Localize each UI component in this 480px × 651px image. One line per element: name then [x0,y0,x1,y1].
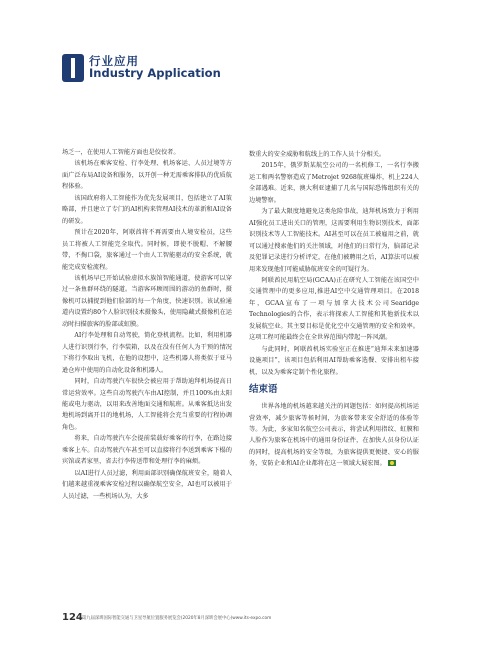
paragraph: 阿联酋民用航空局(GCAA)正在研究人工智能在该国空中交通管理中的更多应用,推进AI空中交通管理项目。在2018年，GCAA宣布了一项与加拿大技术公司Searidge Technologies的合作，表示将探索人工智能和其他新技术以发展航空业。其主要目标是优化空中交通管理的安全和效率。这项工程可能最终会在全世界范围内带起一阵风潮。 [249,276,419,342]
paragraph: 该机场在乘客安检、行李处理、机场客运、人员过境等方面广泛布局AI设备和服务，以开创一种无需乘客排队的优质航程体验。 [62,160,232,191]
conclusion-text: 世界各地的机场越来越关注的问题包括：如何提高机场运营效率，减少旅客等候时间，为旅客带来安全舒适的体验等等。为此，多家知名航空公司表示，将尝试利用指纹、虹膜和人脸作为旅客在机场中的通用身份证件，在加快人员身份认证的同时，提高机场的安全等级，为旅客提供更便捷、安心的服务，安防企业和AI企业都将在这一领域大展宏图。 [249,403,419,468]
paragraph: 数重大的安全威胁和航线上的工作人员十分相关。 [249,151,386,158]
paragraph: 为了最大限度地避免这类危险事故，迪拜机场致力于利用AI强化员工进出关口的管理，这需要利用生物识别技术，面部识别技术等人工智能技术。AI甚至可以在员工被雇用之前，就可以通过搜索他们的关注领域，对他们的日常行为，脑部记录及犯罪记录进行分析评定，在他们被聘用之后，AI算法可以被用来发现他们可能威胁航班安全的可疑行为。 [249,208,419,273]
section-badge-icon [62,54,84,82]
paragraph: 与此同时，阿联酋机场实验室正在推进“迪拜未来加速器设施项目”，该项目包括利用AI帮助乘客选餐、安排出租车接机，以及为乘客定制个性化旅程。 [249,345,419,376]
paragraph: 同时，自动驾驶汽车很快会被应用于帮助迪拜机场提高日常运营效率。这些自动驾驶汽车由AI控制，并且100%由太阳能或电力驱动，以用来改善地面交通和航班。从乘客抵达出发地机场到离开目的地机场，人工智能将会充当重要的行程协调角色。 [62,378,232,431]
paragraph: 将来，自动驾驶汽车会提前装载好乘客的行李，在路边接乘客上车。自动驾驶汽车甚至可以直接将行李送到乘客下榻的宾馆或者家里，省去行李传送带和处理行李的麻烦。 [62,435,232,466]
paragraph: 以AI进行人员过滤，利用面部识别确保航班安全，随着人们越来越重视乘客安检过程以确保航空安全，AI也可以被用于人员过滤，一些机场认为，大多 [62,469,232,500]
right-column [249,149,419,470]
article-end-icon [388,460,396,466]
footer-text: 第九届深圳国际智能交通与卫星导航位置服务展览会(2020年8月深圳会展中心)www.its-expo.com [82,616,272,621]
paragraph: 该国政府将人工智能作为优先发展项目，包括建立了AI策略部，并且建立了专门的AI机构来管理AI技术的革新和AI设备的研发。 [62,194,232,225]
paragraph: 该机场早已开始试验虚拟水族馆智能通道，使游客可以穿过一条鱼群环绕的隧道。当游客环顾周围的游动的鱼群时，摄像机可以捕捉到他们脸部的每一个角度，快速识别。该试验通道内设置约80个人脸识别技术摄像头，使用隐藏式摄像机在运动时扫描旅客的脸部或虹膜。 [62,274,232,328]
paragraph: AI行李处理和自动驾驶，简化登机流程。比如，利用机器人进行识别行李，行李装箱，以及在没有任何人为干预的情况下将行李取出飞机，在他的设想中，这些机器人将类似于亚马逊仓库中使用的自动化设备和机器人。 [62,332,232,374]
paragraph: 场乏一，在使用人工智能方面也是佼佼者。 [62,149,180,156]
section-header [62,54,302,84]
section-title-zh: 行业应用 [89,54,139,68]
paragraph: 2015年，俄罗斯某航空公司的一名机修工，一名行李搬运工和两名警察造成了Metrojet 9268航班爆炸，机上224人全部遇难。近来，澳大利亚逮捕了几名与国际恐怖组织有关的边境警察。 [249,162,419,204]
conclusion-paragraph [249,401,419,470]
conclusion-title: 结束语 [249,384,278,396]
paragraph: 预计在2020年，阿联酋将不再需要由人境安检员，这些员工将被人工智能完全取代。同时候，即使不脱帽、不解腰带，不掏口袋，旅客通过一个由人工智能驱动的安全系统，就能完成安检流程。 [62,229,232,271]
conclusion-body [249,401,419,470]
right-column-body [249,149,419,378]
section-title-en: Industry Application [89,66,221,80]
page-footer [62,612,422,626]
page-number: 124 [62,612,83,623]
left-column [62,147,232,502]
